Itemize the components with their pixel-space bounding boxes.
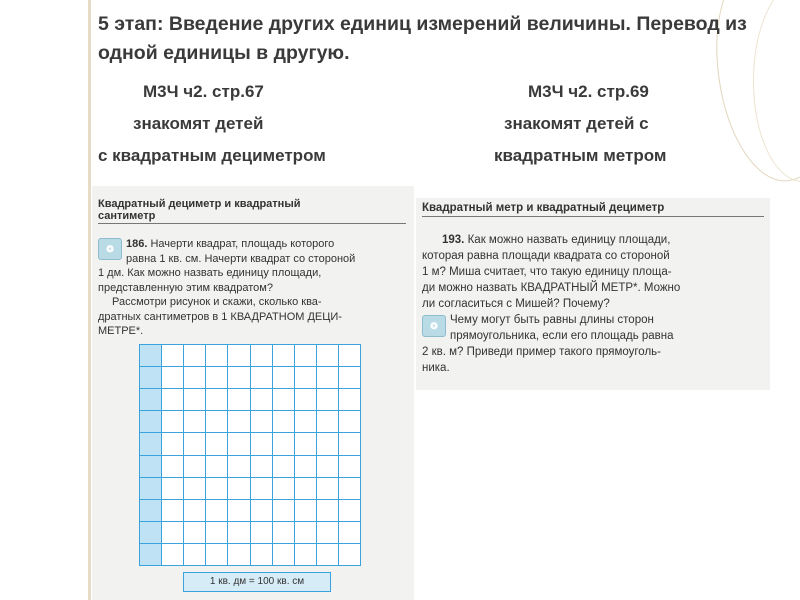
- grid-cell: [206, 456, 228, 478]
- grid-cell: [251, 544, 273, 566]
- grid-cell: [295, 500, 317, 522]
- grid-cell: [162, 389, 184, 411]
- grid-cell: [273, 433, 295, 455]
- grid-cell: [295, 433, 317, 455]
- grid-cell: [184, 478, 206, 500]
- grid-cell: [295, 544, 317, 566]
- grid-cell: [206, 345, 228, 367]
- exercise-line: ли согласиться с Мишей? Почему?: [422, 298, 610, 310]
- exercise-line: ника.: [422, 362, 450, 374]
- exercise-line: представленную этим квадратом?: [98, 281, 273, 294]
- decorative-side-line: [88, 0, 91, 600]
- grid-cell: [184, 367, 206, 389]
- grid-cell: [273, 367, 295, 389]
- exercise-line: ди можно назвать КВАДРАТНЫЙ МЕТР*. Можно: [422, 282, 681, 294]
- exercise-number: 186.: [126, 238, 148, 250]
- grid-cell: [317, 367, 339, 389]
- grid-cell: [140, 544, 162, 566]
- grid-cell: [228, 411, 250, 433]
- grid-cell: [251, 411, 273, 433]
- grid-cell: [206, 367, 228, 389]
- grid-cell: [317, 411, 339, 433]
- square-decimeter-grid: [139, 344, 361, 566]
- grid-cell: [162, 478, 184, 500]
- grid-cell: [339, 456, 361, 478]
- exercise-line: Рассмотри рисунок и скажи, сколько ква-: [112, 296, 322, 308]
- page-header-line1: Квадратный дециметр и квадратный: [98, 198, 301, 210]
- grid-cell: [273, 345, 295, 367]
- textbook-task-icon: ❂: [98, 238, 122, 260]
- page-header-line2: сантиметр: [98, 210, 156, 222]
- grid-cell: [295, 456, 317, 478]
- grid-cell: [162, 456, 184, 478]
- textbook-page-69: [416, 198, 770, 390]
- grid-cell: [251, 345, 273, 367]
- grid-cell: [184, 411, 206, 433]
- grid-cell: [140, 433, 162, 455]
- grid-cell: [228, 367, 250, 389]
- exercise-186-text: [126, 237, 408, 266]
- exercise-line: дратных сантиметров в 1 КВАДРАТНОМ ДЕЦИ-: [98, 310, 342, 323]
- grid-cell: [273, 522, 295, 544]
- right-reference: М3Ч ч2. стр.69: [528, 82, 649, 101]
- grid-cell: [273, 500, 295, 522]
- exercise-line: 1 м? Миша считает, что такую единицу площа-: [422, 266, 672, 278]
- exercise-193-question-continued: [422, 344, 766, 376]
- grid-cell: [140, 500, 162, 522]
- grid-cell: [317, 544, 339, 566]
- grid-cell: [273, 456, 295, 478]
- grid-cell: [162, 367, 184, 389]
- exercise-line: Чему могут быть равны длины сторон: [450, 314, 654, 326]
- grid-cell: [206, 500, 228, 522]
- grid-cell: [228, 433, 250, 455]
- grid-cell: [339, 478, 361, 500]
- grid-cell: [162, 522, 184, 544]
- grid-cell: [206, 389, 228, 411]
- grid-cell: [317, 345, 339, 367]
- grid-cell: [162, 500, 184, 522]
- exercise-193-question: [450, 312, 766, 344]
- textbook-page-67: [92, 186, 414, 600]
- grid-cell: [206, 478, 228, 500]
- grid-cell: [140, 367, 162, 389]
- grid-cell: [228, 544, 250, 566]
- grid-cell: [251, 456, 273, 478]
- grid-cell: [162, 433, 184, 455]
- grid-cell: [317, 522, 339, 544]
- grid-cell: [295, 478, 317, 500]
- grid-cell: [339, 522, 361, 544]
- exercise-line: равна 1 кв. см. Начерти квадрат со стороной: [126, 252, 356, 265]
- grid-cell: [273, 411, 295, 433]
- grid-cell: [228, 522, 250, 544]
- grid-cell: [273, 544, 295, 566]
- grid-cell: [251, 433, 273, 455]
- grid-cell: [317, 456, 339, 478]
- grid-cell: [317, 478, 339, 500]
- header-rule: [98, 223, 406, 224]
- grid-cell: [251, 389, 273, 411]
- grid-cell: [184, 389, 206, 411]
- grid-cell: [317, 389, 339, 411]
- grid-cell: [140, 389, 162, 411]
- grid-cell: [140, 456, 162, 478]
- grid-cell: [339, 544, 361, 566]
- grid-cell: [228, 345, 250, 367]
- right-description-line2: квадратным метром: [494, 146, 667, 165]
- grid-cell: [184, 433, 206, 455]
- grid-cell: [228, 500, 250, 522]
- grid-cell: [206, 544, 228, 566]
- grid-cell: [140, 478, 162, 500]
- page-header: Квадратный метр и квадратный дециметр: [422, 202, 665, 214]
- grid-cell: [295, 345, 317, 367]
- grid-cell: [228, 478, 250, 500]
- grid-cell: [317, 500, 339, 522]
- exercise-193-text: [422, 232, 766, 312]
- grid-cell: [206, 411, 228, 433]
- grid-cell: [140, 345, 162, 367]
- grid-cell: [251, 478, 273, 500]
- exercise-line: прямоугольника, если его площадь равна: [450, 330, 674, 342]
- right-description-line1: знакомят детей с: [504, 114, 649, 133]
- exercise-line: МЕТРЕ*.: [98, 325, 144, 337]
- left-description-line2: с квадратным дециметром: [98, 146, 326, 165]
- grid-cell: [339, 345, 361, 367]
- grid-cell: [339, 500, 361, 522]
- exercise-line: 193. Как можно назвать единицу площади,: [442, 234, 671, 246]
- grid-cell: [228, 456, 250, 478]
- grid-cell: [295, 522, 317, 544]
- slide-title: 5 этап: Введение других единиц измерений величины. Перевод из одной единицы в другую.: [98, 13, 747, 64]
- grid-cell: [184, 456, 206, 478]
- exercise-line: 2 кв. м? Приведи пример такого прямоуголь-: [422, 346, 661, 358]
- grid-cell: [339, 433, 361, 455]
- grid-cell: [184, 544, 206, 566]
- grid-cell: [273, 389, 295, 411]
- header-rule: [422, 216, 764, 217]
- grid-cell: [339, 367, 361, 389]
- grid-cell: [206, 522, 228, 544]
- grid-cell: [162, 411, 184, 433]
- grid-cell: [251, 367, 273, 389]
- grid-cell: [339, 389, 361, 411]
- exercise-line: которая равна площади квадрата со стороной: [422, 250, 670, 262]
- left-description-line1: знакомят детей: [133, 114, 264, 133]
- grid-cell: [295, 389, 317, 411]
- grid-cell: [295, 367, 317, 389]
- grid-cell: [184, 500, 206, 522]
- conversion-caption: 1 кв. дм = 100 кв. см: [183, 572, 331, 592]
- exercise-number: 193.: [442, 234, 465, 246]
- textbook-task-icon: ❂: [422, 315, 446, 337]
- exercise-186-continued: [98, 266, 408, 339]
- grid-cell: [273, 478, 295, 500]
- grid-cell: [251, 522, 273, 544]
- grid-cell: [339, 411, 361, 433]
- grid-cell: [251, 500, 273, 522]
- grid-cell: [184, 345, 206, 367]
- grid-cell: [295, 411, 317, 433]
- grid-cell: [140, 411, 162, 433]
- grid-cell: [140, 522, 162, 544]
- grid-cell: [184, 522, 206, 544]
- grid-cell: [228, 389, 250, 411]
- grid-cell: [317, 433, 339, 455]
- grid-cell: [206, 433, 228, 455]
- grid-cell: [162, 544, 184, 566]
- grid-cell: [162, 345, 184, 367]
- exercise-line: 186. Начерти квадрат, площадь которого: [126, 238, 335, 250]
- left-reference: М3Ч ч2. стр.67: [143, 82, 264, 101]
- exercise-line: 1 дм. Как можно назвать единицу площади,: [98, 267, 322, 279]
